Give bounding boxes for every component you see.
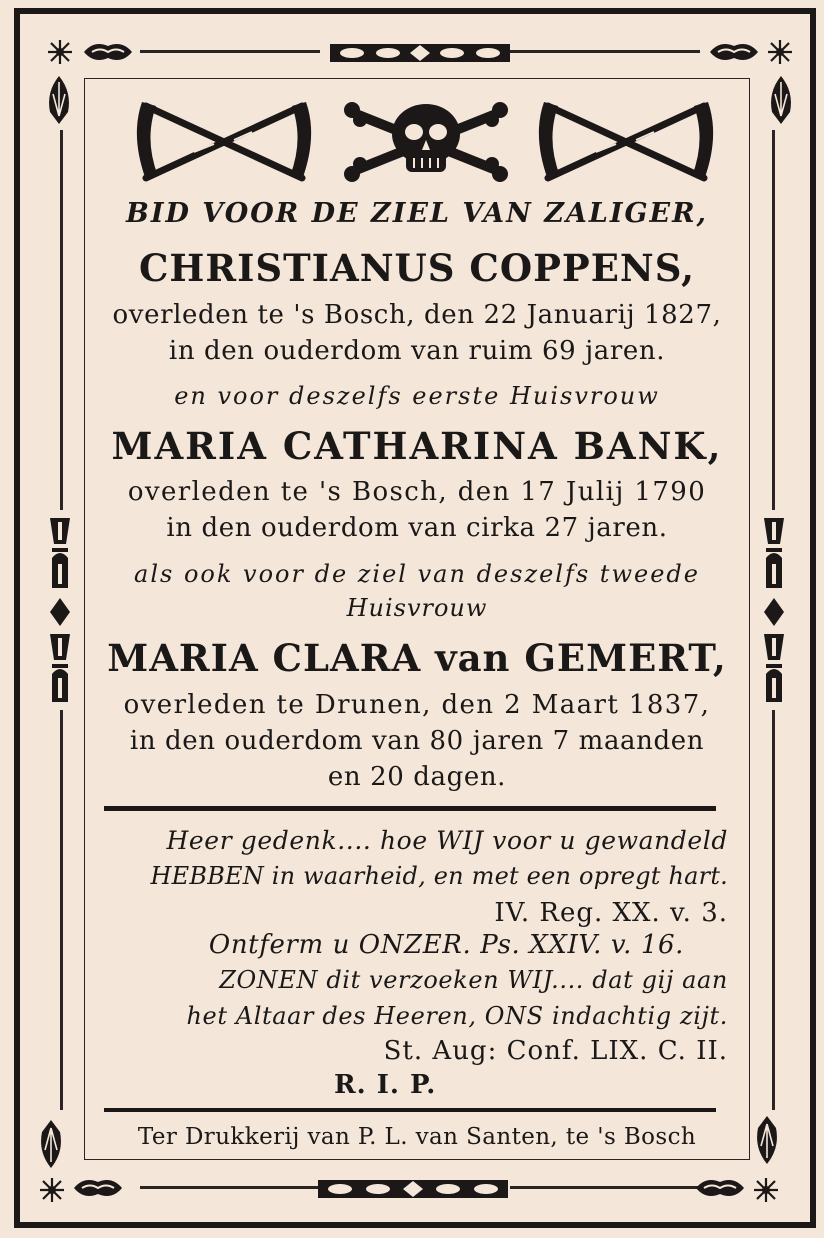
shell-fleuron-icon (752, 1112, 782, 1168)
fleuron-icon (80, 38, 136, 66)
star-icon (46, 38, 74, 66)
scythes-icon (134, 96, 314, 186)
death-line-2: overleden te 's Bosch, den 17 Julij 1790 (127, 477, 707, 507)
prayer-line-1: Heer gedenk.... hoe WIJ voor u gewandeld (166, 826, 728, 855)
prayer-citation-1: IV. Reg. XX. v. 3. (494, 898, 728, 928)
prayer-citation-2: St. Aug: Conf. LIX. C. II. (383, 1036, 728, 1066)
bottom-rule-left (140, 1186, 320, 1189)
skull-crossbones-icon (342, 98, 510, 186)
fleuron-icon (70, 1174, 126, 1202)
right-rule-bottom (772, 710, 775, 1110)
left-rule-bottom (60, 710, 63, 1110)
chain-ornament-icon (330, 40, 510, 66)
shell-fleuron-icon (44, 72, 74, 128)
fleuron-icon (706, 38, 762, 66)
tulip-ornament-icon (760, 514, 788, 704)
death-line-1: overleden te 's Bosch, den 22 Januarij 1827, (112, 300, 722, 330)
scythes-icon (536, 96, 716, 186)
prayer-line-3: Ontferm u ONZER. Ps. XXIV. v. 16. (208, 930, 684, 960)
prayer-line-5: het Altaar des Heeren, ONS indachtig zijt. (186, 1002, 728, 1030)
bottom-rule-right (510, 1186, 700, 1189)
star-icon (752, 1176, 780, 1204)
footer-divider (104, 1108, 716, 1112)
intro-line: BID VOOR DE ZIEL VAN ZALIGER, (126, 198, 708, 229)
deceased-name-1: CHRISTIANUS COPPENS, (138, 246, 696, 290)
left-rule-top (60, 130, 63, 510)
conjunction-line-2b: Huisvrouw (346, 594, 488, 622)
prayer-line-2: HEBBEN in waarheid, en met een opregt hart. (150, 862, 728, 890)
age-line-3a: in den ouderdom van 80 jaren 7 maanden (129, 726, 705, 756)
star-icon (38, 1176, 66, 1204)
shell-fleuron-icon (36, 1116, 66, 1172)
deceased-name-3: MARIA CLARA van GEMERT, (107, 636, 727, 680)
top-rule-right (510, 50, 700, 53)
star-icon (766, 38, 794, 66)
prayer-line-4: ZONEN dit verzoeken WIJ.... dat gij aan (219, 966, 728, 994)
deceased-name-2: MARIA CATHARINA BANK, (111, 424, 723, 468)
age-line-2: in den ouderdom van cirka 27 jaren. (166, 513, 668, 543)
printer-imprint: Ter Drukkerij van P. L. van Santen, te 's Bosch (137, 1124, 697, 1150)
fleuron-icon (692, 1174, 748, 1202)
death-line-3: overleden te Drunen, den 2 Maart 1837, (123, 690, 711, 720)
conjunction-line-2a: als ook voor de ziel van deszelfs tweede (134, 560, 700, 588)
age-line-1: in den ouderdom van ruim 69 jaren. (168, 336, 666, 366)
chain-ornament-icon (318, 1176, 508, 1202)
rip-line: R. I. P. (334, 1070, 437, 1100)
right-rule-top (772, 130, 775, 510)
shell-fleuron-icon (766, 72, 796, 128)
top-rule-left (140, 50, 320, 53)
tulip-ornament-icon (46, 514, 74, 704)
conjunction-line-1: en voor deszelfs eerste Huisvrouw (174, 382, 660, 410)
section-divider (104, 806, 716, 811)
age-line-3b: en 20 dagen. (327, 762, 507, 792)
